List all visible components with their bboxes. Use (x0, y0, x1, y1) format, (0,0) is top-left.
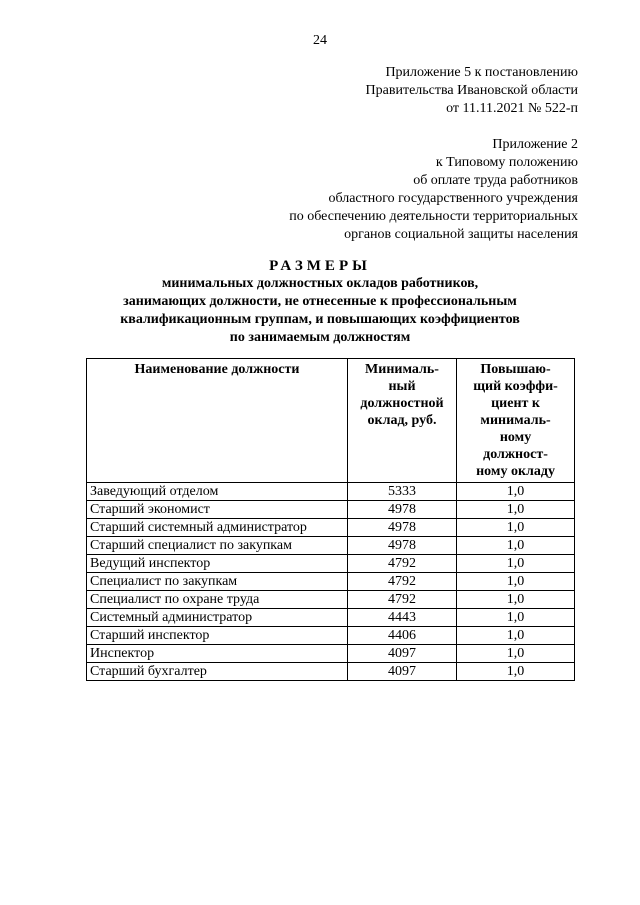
salary-cell: 4443 (347, 609, 456, 627)
annex-2-line: областного государственного учреждения (328, 191, 578, 206)
coefficient-cell: 1,0 (457, 555, 575, 573)
heading-subtitle-line: минимальных должностных окладов работников, (161, 276, 479, 291)
salary-cell: 4792 (347, 573, 456, 591)
table-row (87, 537, 575, 555)
annex-2-line: Приложение 2 (492, 137, 578, 152)
position-name-cell: Старший бухгалтер (87, 663, 348, 681)
table-row (87, 627, 575, 645)
annex-2-line: органов социальной защиты населения (344, 227, 578, 242)
salary-cell: 4978 (347, 537, 456, 555)
salary-cell: 5333 (347, 483, 456, 501)
coefficient-cell: 1,0 (457, 537, 575, 555)
table-row (87, 555, 575, 573)
coefficient-cell: 1,0 (457, 519, 575, 537)
heading-title: РАЗМЕРЫ (269, 258, 371, 274)
coefficient-cell: 1,0 (457, 609, 575, 627)
heading-subtitle-line: квалификационным группам, и повышающих коэффициентов (120, 312, 520, 327)
salary-cell: 4978 (347, 501, 456, 519)
position-name-cell: Инспектор (87, 645, 348, 663)
annex-2-header (289, 136, 578, 244)
salary-cell: 4097 (347, 663, 456, 681)
salary-table (86, 358, 575, 681)
annex-5-header (366, 64, 578, 118)
annex-2-line: об оплате труда работников (413, 173, 578, 188)
coefficient-cell: 1,0 (457, 645, 575, 663)
salary-cell: 4792 (347, 591, 456, 609)
header-position-name: Наименование должности (87, 359, 348, 483)
table-row (87, 501, 575, 519)
position-name-cell: Ведущий инспектор (87, 555, 348, 573)
heading-subtitle-line: занимающих должности, не отнесенные к профессиональным (123, 294, 517, 309)
table-row (87, 591, 575, 609)
document-heading (0, 257, 640, 347)
salary-cell: 4097 (347, 645, 456, 663)
page-number: 24 (313, 33, 327, 48)
annex-2-line: к Типовому положению (435, 155, 578, 170)
coefficient-cell: 1,0 (457, 573, 575, 591)
table-row (87, 609, 575, 627)
table-header-row (87, 359, 575, 483)
annex-5-line: от 11.11.2021 № 522-п (446, 101, 578, 116)
position-name-cell: Заведующий отделом (87, 483, 348, 501)
position-name-cell: Старший специалист по закупкам (87, 537, 348, 555)
coefficient-cell: 1,0 (457, 663, 575, 681)
position-name-cell: Специалист по закупкам (87, 573, 348, 591)
salary-cell: 4792 (347, 555, 456, 573)
heading-subtitle-line: по занимаемым должностям (229, 330, 411, 345)
position-name-cell: Системный администратор (87, 609, 348, 627)
annex-5-line: Приложение 5 к постановлению (385, 65, 578, 80)
table-row (87, 573, 575, 591)
salary-cell: 4978 (347, 519, 456, 537)
table-row (87, 519, 575, 537)
coefficient-cell: 1,0 (457, 501, 575, 519)
table-row (87, 645, 575, 663)
position-name-cell: Специалист по охране труда (87, 591, 348, 609)
coefficient-cell: 1,0 (457, 483, 575, 501)
coefficient-cell: 1,0 (457, 627, 575, 645)
position-name-cell: Старший системный администратор (87, 519, 348, 537)
position-name-cell: Старший инспектор (87, 627, 348, 645)
coefficient-cell: 1,0 (457, 591, 575, 609)
annex-2-line: по обеспечению деятельности территориальных (289, 209, 578, 224)
header-min-salary: Минималь- ный должностной оклад, руб. (347, 359, 456, 483)
table-row (87, 483, 575, 501)
salary-cell: 4406 (347, 627, 456, 645)
header-coefficient: Повышаю- щий коэффи- циент к минималь- ному должност- ному окладу (457, 359, 575, 483)
annex-5-line: Правительства Ивановской области (365, 83, 578, 98)
table-row (87, 663, 575, 681)
position-name-cell: Старший экономист (87, 501, 348, 519)
